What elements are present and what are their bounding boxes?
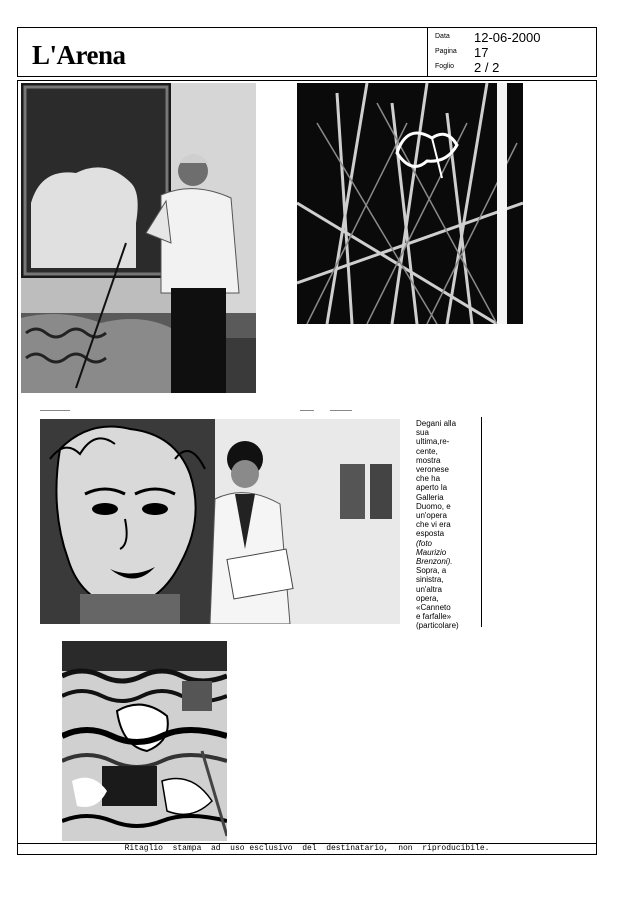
- photo-degani-at-gallery: [40, 419, 400, 624]
- caption-line: che vi era: [416, 520, 451, 530]
- caption-line: opera,: [416, 593, 439, 603]
- caption-line: esposta: [416, 529, 445, 539]
- meta-value-date: 12-06-2000: [474, 30, 541, 45]
- caption-photo-credit: Maurizio: [416, 547, 447, 557]
- caption-line: sinistra,: [416, 575, 444, 585]
- photo-reflections-artwork: [62, 641, 227, 841]
- meta-row-date: [428, 30, 597, 45]
- meta-row-sheet: [428, 60, 597, 75]
- photo-artist-with-painting: [21, 83, 256, 393]
- caption-line: un'opera: [416, 511, 447, 521]
- caption-line: Degani alla: [416, 419, 457, 428]
- caption-line: sua: [416, 428, 429, 438]
- newspaper-logo: L'Arena: [32, 40, 126, 70]
- meta-value-page: 17: [474, 45, 489, 60]
- caption-line: cente,: [416, 446, 438, 456]
- caption-line: Galleria: [416, 492, 444, 502]
- meta-label-page: Pagina: [435, 48, 457, 55]
- meta-label-sheet: Foglio: [435, 63, 455, 70]
- caption-line: Sopra, a: [416, 566, 447, 576]
- clipping-body: [17, 80, 597, 855]
- meta-value-sheet: 2 / 2: [474, 60, 500, 75]
- photo-canneto-e-farfalle: [297, 83, 523, 324]
- caption-rule: [481, 417, 482, 627]
- caption-line: che ha: [416, 474, 441, 484]
- print-smudge: [40, 409, 400, 412]
- meta-label-date: Data: [435, 33, 450, 40]
- caption-line: e farfalle»: [416, 612, 452, 622]
- caption-line: (particolare): [416, 621, 459, 631]
- caption-line: mostra: [416, 455, 441, 465]
- photo-caption: [416, 419, 478, 631]
- caption-line: Duomo, e: [416, 501, 451, 511]
- clipping-header: [17, 27, 597, 77]
- footer-disclaimer: Ritaglio stampa ad uso esclusivo del destinatario, non riproducibile.: [124, 844, 490, 853]
- caption-line: un'altra: [416, 584, 442, 594]
- caption-line: aperto la: [416, 483, 448, 493]
- caption-photo-credit: (foto: [416, 538, 433, 548]
- caption-line: veronese: [416, 465, 449, 475]
- clipping-meta: [427, 28, 597, 76]
- meta-row-page: [428, 45, 597, 60]
- caption-line: «Canneto: [416, 603, 451, 613]
- caption-line: ultima,re-: [416, 437, 450, 447]
- caption-photo-credit: Brenzoni).: [416, 557, 453, 567]
